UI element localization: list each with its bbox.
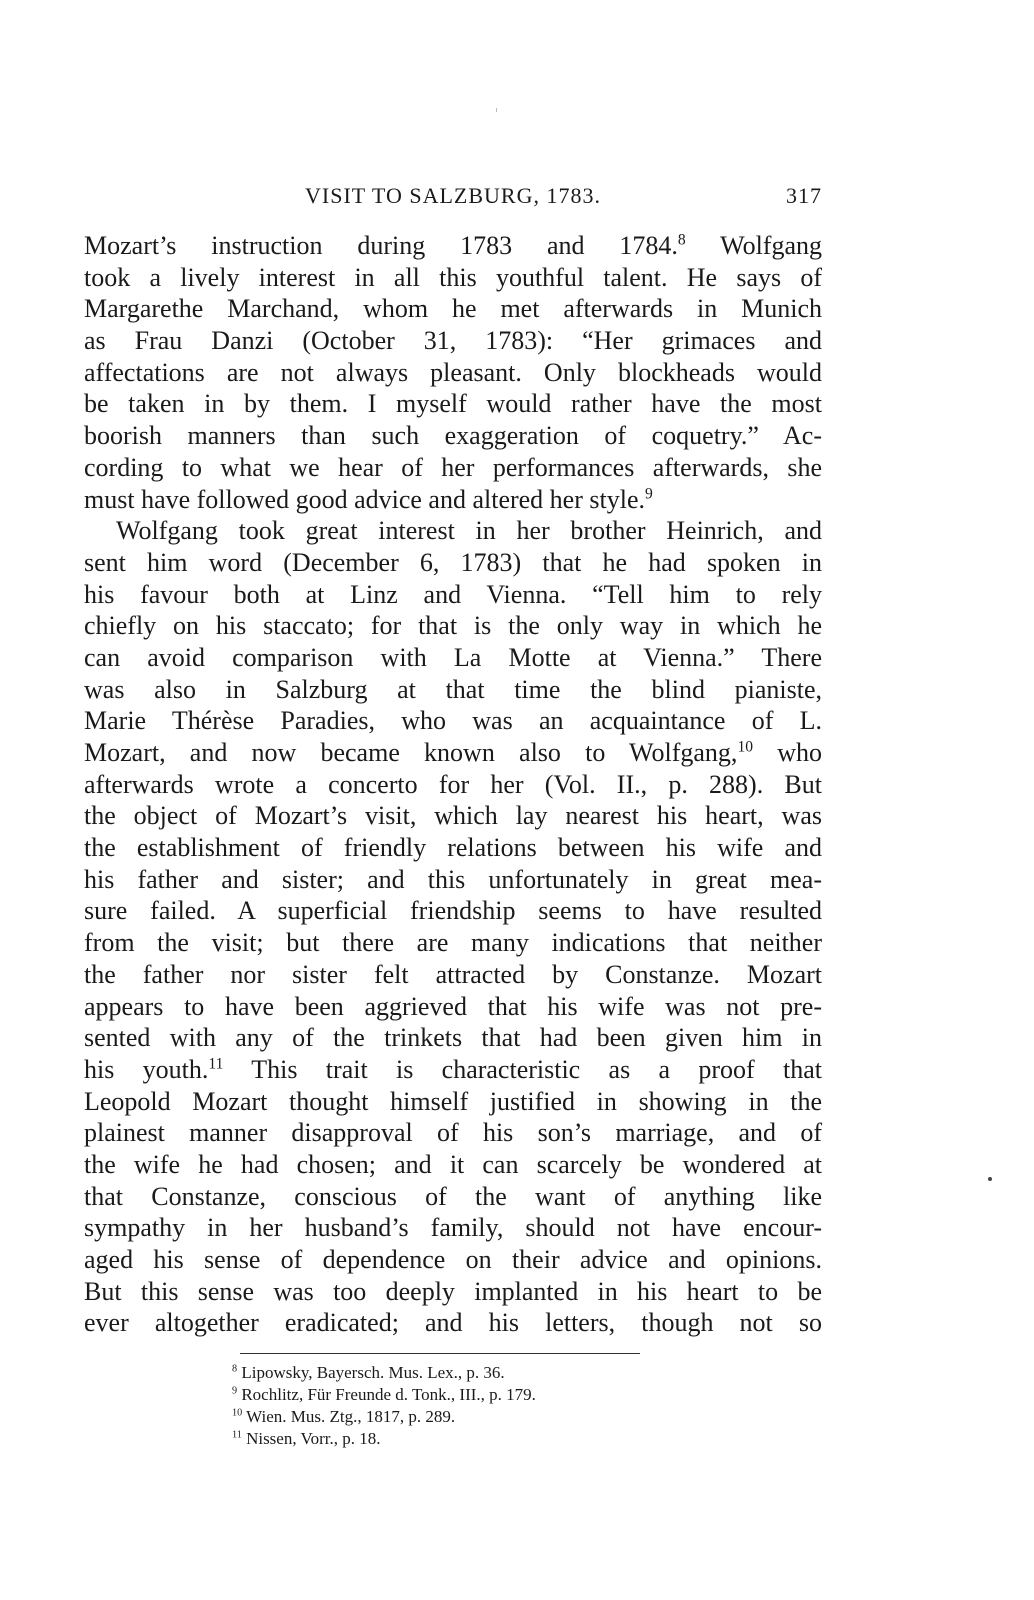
footnote-text: Rochlitz, Für Freunde d. Tonk., III., p. 179. — [241, 1385, 536, 1404]
footnote-text: Nissen, Vorr., p. 18. — [246, 1429, 381, 1448]
footnote-number: 11 — [232, 1429, 242, 1441]
text-line: cording to what we hear of her performances afterwards, she — [84, 452, 822, 482]
footnote-ref: 9 — [644, 484, 653, 502]
text-line: Wolfgang took great interest in her brother Heinrich, and — [116, 516, 822, 546]
text-line: afterwards wrote a concerto for her (Vol. II., p. 288). But — [84, 769, 822, 799]
margin-speck — [988, 1177, 992, 1181]
text-line: Margarethe Marchand, whom he met afterwards in Munich — [84, 294, 822, 324]
footnote-ref: 10 — [737, 738, 754, 756]
running-head-title: VISIT TO SALZBURG, 1783. — [305, 183, 601, 208]
text-line: plainest manner disapproval of his son’s marriage, and of — [84, 1118, 822, 1148]
text-line: can avoid comparison with La Motte at Vienna.” There — [84, 642, 822, 672]
footnote-number: 10 — [232, 1407, 243, 1419]
text-line: as Frau Danzi (October 31, 1783): “Her grimaces and — [84, 326, 822, 356]
footnote-text: Wien. Mus. Ztg., 1817, p. 289. — [246, 1407, 456, 1426]
footnote-ref: 8 — [677, 231, 686, 249]
footnote-number: 9 — [232, 1385, 238, 1397]
text-line: was also in Salzburg at that time the blind pianiste, — [84, 674, 822, 704]
text-line: Mozart, and now became known also to Wolfgang,$^{10}$ who — [84, 738, 823, 767]
text-line: the object of Mozart’s visit, which lay nearest his heart, was — [84, 801, 822, 831]
text-line: boorish manners than such exaggeration of coquetry.” Ac- — [84, 421, 822, 451]
text-line: the wife he had chosen; and it can scarcely be wondered at — [84, 1149, 822, 1179]
text-line: sented with any of the trinkets that had been given him in — [84, 1023, 822, 1053]
text-line: his favour both at Linz and Vienna. “Tell him to rely — [84, 579, 822, 609]
text-line: Mozart’s instruction during 1783 and 1784.$^8$ Wolfgang — [84, 231, 822, 260]
text-line: that Constanze, conscious of the want of anything like — [84, 1181, 822, 1211]
footnote-rule — [240, 1353, 640, 1354]
text-line: his father and sister; and this unfortunately in great mea- — [84, 864, 822, 894]
text-line: ever altogether eradicated; and his letters, though not so — [84, 1308, 822, 1338]
footnote — [232, 1362, 792, 1384]
text-line: chiefly on his staccato; for that is the only way in which he — [84, 611, 822, 641]
text-line: Marie Thérèse Paradies, who was an acquaintance of L. — [84, 706, 822, 736]
text-line: sympathy in her husband’s family, should not have encour- — [84, 1213, 822, 1243]
text-line: Leopold Mozart thought himself justified in showing in the — [84, 1086, 822, 1116]
text-line: the father nor sister felt attracted by Constanze. Mozart — [84, 959, 822, 989]
body-text — [84, 230, 822, 1339]
page-number: 317 — [786, 183, 822, 208]
footnote-text: Lipowsky, Bayersch. Mus. Lex., p. 36. — [241, 1363, 505, 1382]
text-line: from the visit; but there are many indications that neither — [84, 928, 822, 958]
text-line: must have followed good advice and altered her style.$^9$ — [84, 484, 653, 514]
text-line: But this sense was too deeply implanted in his heart to be — [84, 1276, 822, 1306]
text-line: be taken in by them. I myself would rather have the most — [84, 389, 822, 419]
text-line: the establishment of friendly relations between his wife and — [84, 833, 822, 863]
footnotes — [232, 1362, 792, 1450]
text-line: affectations are not always pleasant. Only blockheads would — [84, 357, 822, 387]
text-line: sure failed. A superficial friendship seems to have resulted — [84, 896, 822, 926]
text-line: took a lively interest in all this youthful talent. He says of — [84, 262, 822, 292]
footnote-number: 8 — [232, 1363, 238, 1375]
text-line: aged his sense of dependence on their advice and opinions. — [84, 1245, 822, 1274]
footnote-ref: 11 — [208, 1055, 224, 1073]
text-line: appears to have been aggrieved that his wife was not pre- — [84, 991, 822, 1021]
footnote — [232, 1406, 792, 1428]
print-mark — [496, 108, 497, 112]
text-line: his youth.$^{11}$ This trait is characteristic as a proof that — [84, 1054, 822, 1084]
footnote — [232, 1384, 792, 1406]
footnote — [232, 1428, 792, 1450]
text-line: sent him word (December 6, 1783) that he had spoken in — [84, 547, 822, 577]
